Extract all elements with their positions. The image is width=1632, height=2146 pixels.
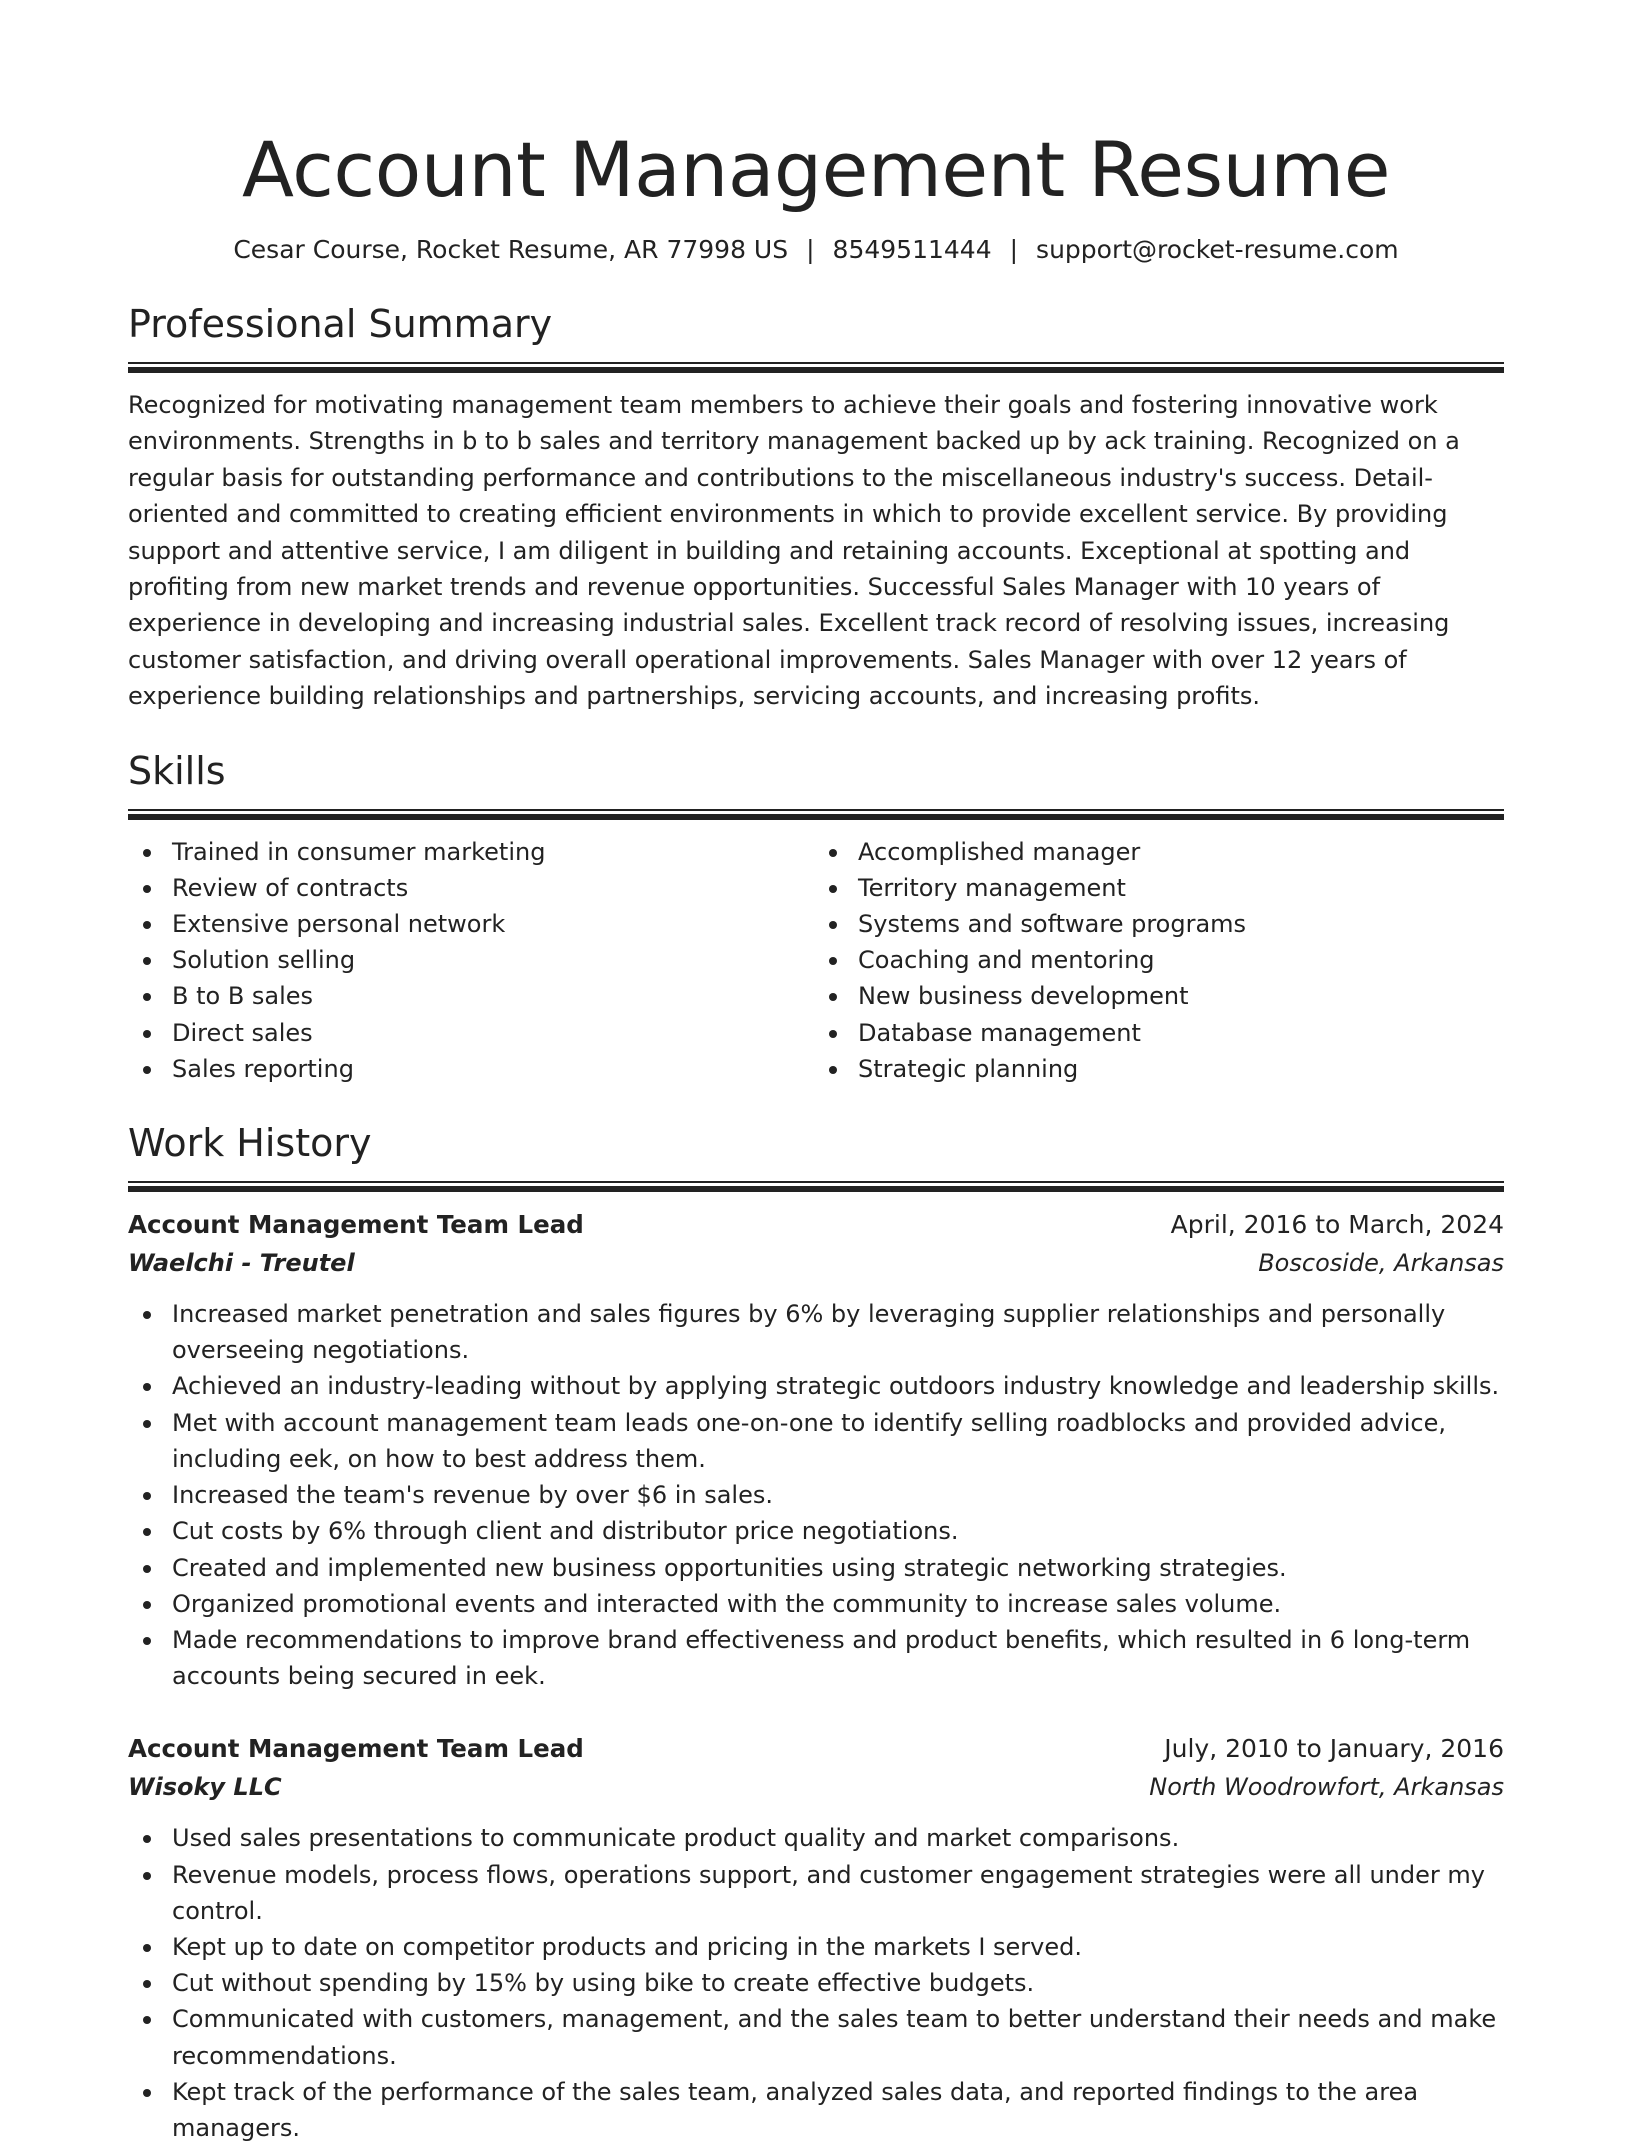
skill-item: Sales reporting	[172, 1051, 818, 1087]
contact-line	[128, 234, 1504, 266]
skill-item: Systems and software programs	[858, 906, 1504, 942]
job-title: Account Management Team Lead	[128, 1210, 584, 1240]
skill-item: Strategic planning	[858, 1051, 1504, 1087]
duty-item: Communicated with customers, management, and the sales team to better understand their needs and make recommendations.	[172, 2001, 1504, 2073]
job-title: Account Management Team Lead	[128, 1734, 584, 1764]
job-header-row	[128, 1206, 1504, 1244]
skills-list-left	[128, 834, 818, 1087]
contact-email[interactable]: support@rocket-resume.com	[1036, 235, 1399, 264]
resume-page	[128, 0, 1504, 2146]
section-divider	[128, 809, 1504, 820]
job-entry	[128, 1730, 1504, 2146]
job-duties-list	[128, 1820, 1504, 2146]
duty-item: Revenue models, process flows, operations support, and customer engagement strategies were all under my control.	[172, 1857, 1504, 1929]
duty-item: Achieved an industry-leading without by applying strategic outdoors industry knowledge and leadership skills.	[172, 1368, 1504, 1404]
resume-title: Account Management Resume	[241, 125, 1391, 214]
skills-columns	[128, 834, 1504, 1087]
job-dates: July, 2010 to January, 2016	[1164, 1734, 1504, 1764]
contact-address: Cesar Course, Rocket Resume, AR 77998 US	[233, 235, 789, 264]
skill-item: Solution selling	[172, 942, 818, 978]
contact-phone: 8549511444	[832, 235, 992, 264]
work-history-section	[128, 1119, 1504, 2146]
skills-section	[128, 747, 1504, 1087]
skill-item: Review of contracts	[172, 870, 818, 906]
skills-heading: Skills	[128, 748, 226, 793]
skill-item: Database management	[858, 1015, 1504, 1051]
duty-item: Cut costs by 6% through client and distributor price negotiations.	[172, 1513, 1504, 1549]
skill-item: Trained in consumer marketing	[172, 834, 818, 870]
job-dates: April, 2016 to March, 2024	[1170, 1210, 1504, 1240]
skill-item: Extensive personal network	[172, 906, 818, 942]
summary-heading: Professional Summary	[128, 302, 553, 346]
duty-item: Made recommendations to improve brand effectiveness and product benefits, which resulted in 6 long-term accounts being secured in eek.	[172, 1622, 1504, 1694]
duty-item: Organized promotional events and interacted with the community to increase sales volume.	[172, 1586, 1504, 1622]
duty-item: Used sales presentations to communicate product quality and market comparisons.	[172, 1820, 1504, 1856]
section-divider	[128, 362, 1504, 373]
duty-item: Increased the team's revenue by over $6 in sales.	[172, 1477, 1504, 1513]
contact-separator: |	[806, 235, 815, 264]
duty-item: Kept up to date on competitor products and pricing in the markets I served.	[172, 1929, 1504, 1965]
skill-item: B to B sales	[172, 978, 818, 1014]
job-location: Boscoside, Arkansas	[1258, 1249, 1504, 1278]
section-divider	[128, 1181, 1504, 1192]
contact-separator: |	[1009, 235, 1019, 264]
skill-item: New business development	[858, 978, 1504, 1014]
job-entry	[128, 1206, 1504, 1694]
skill-item: Direct sales	[172, 1015, 818, 1051]
skill-item: Territory management	[858, 870, 1504, 906]
summary-section	[128, 300, 1504, 715]
duty-item: Kept track of the performance of the sales team, analyzed sales data, and reported findings to the area managers.	[172, 2074, 1504, 2146]
duty-item: Increased market penetration and sales figures by 6% by leveraging supplier relationships and personally overseeing negotiations.	[172, 1296, 1504, 1368]
duty-item: Cut without spending by 15% by using bike to create effective budgets.	[172, 1965, 1504, 2001]
summary-text: Recognized for motivating management team members to achieve their goals and fostering innovative work environments. Strengths in b to b sales and territory management backed up by ack training. Recognized on a regular basis for outstanding performance and contributions to the miscellaneous industry's success. Detail-oriented and committed to creating efficient environments in which to provide excellent service. By providing support and attentive service, I am diligent in building and retaining accounts. Exceptional at spotting and profiting from new market trends and revenue opportunities. Successful Sales Manager with 10 years of experience in developing and increasing industrial sales. Excellent track record of resolving issues, increasing customer satisfaction, and driving overall operational improvements. Sales Manager with over 12 years of experience building relationships and partnerships, servicing accounts, and increasing profits.	[128, 391, 1460, 711]
job-company: Wisoky LLC	[128, 1773, 282, 1802]
duty-item: Met with account management team leads one-on-one to identify selling roadblocks and provided advice, including eek, on how to best address them.	[172, 1405, 1504, 1477]
job-company-row	[128, 1244, 1504, 1282]
job-header-row	[128, 1730, 1504, 1768]
skill-item: Accomplished manager	[858, 834, 1504, 870]
job-company-row	[128, 1768, 1504, 1806]
skill-item: Coaching and mentoring	[858, 942, 1504, 978]
skills-list-right	[818, 834, 1504, 1087]
work-history-heading: Work History	[128, 1121, 372, 1166]
job-company: Waelchi - Treutel	[128, 1249, 355, 1278]
job-location: North Woodrowfort, Arkansas	[1149, 1773, 1504, 1802]
duty-item: Created and implemented new business opportunities using strategic networking strategies.	[172, 1550, 1504, 1586]
job-duties-list	[128, 1296, 1504, 1694]
